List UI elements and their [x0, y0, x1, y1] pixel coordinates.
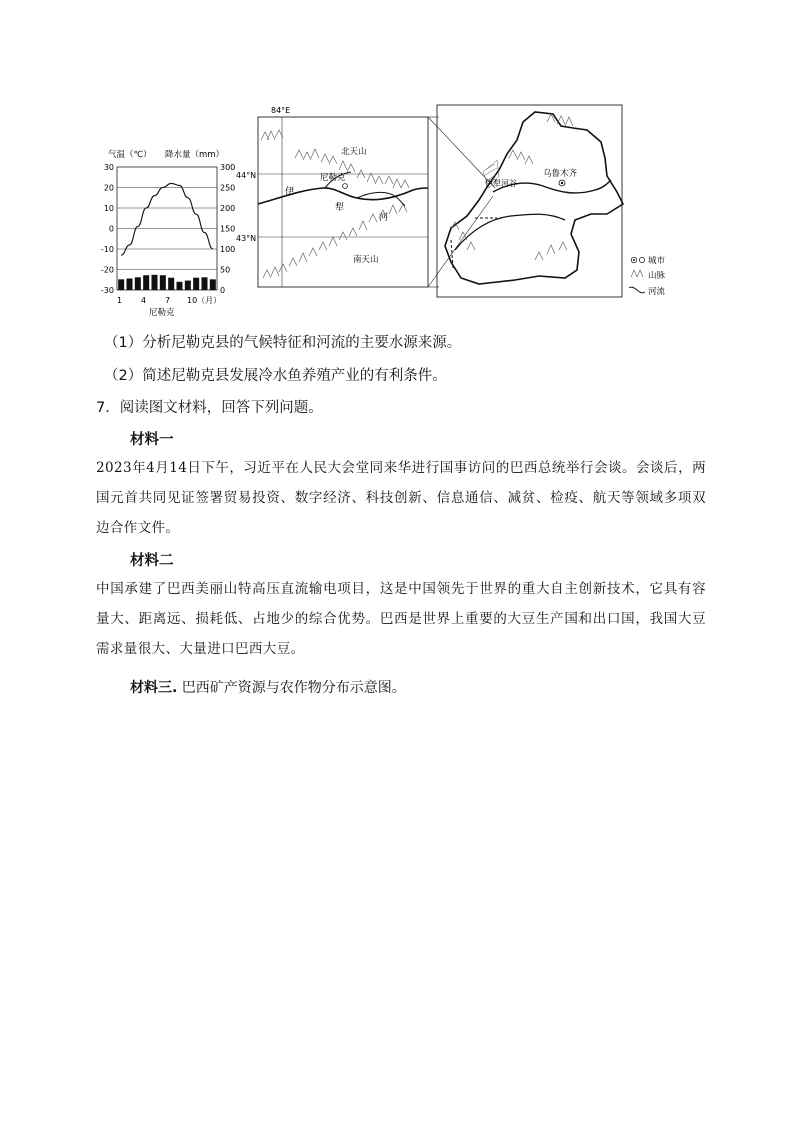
precip-axis-label: 降水量（mm） — [165, 150, 225, 160]
climate-chart — [101, 149, 235, 318]
precip-bar-1 — [118, 279, 124, 290]
precip-tick-label: 150 — [220, 224, 236, 234]
temp-axis-label: 气温（℃） — [108, 150, 152, 160]
legend — [629, 255, 666, 297]
lat44-label: 44°N — [236, 171, 257, 180]
river-char-3: 河 — [379, 213, 389, 223]
month-tick-10: 10（月） — [187, 296, 222, 305]
precip-tick-label: 50 — [220, 265, 231, 275]
station-label: 尼勒克 — [149, 308, 175, 318]
precip-bars — [118, 275, 216, 290]
urumqi-label: 乌鲁木齐 — [543, 169, 578, 179]
material-3-title: 材料三. — [130, 680, 178, 696]
connector-diag-bottom — [428, 196, 493, 287]
precip-ticks — [220, 163, 235, 295]
precip-tick-label: 100 — [220, 245, 236, 254]
precip-tick-label: 0 — [220, 286, 226, 295]
xinjiang-outline — [445, 112, 623, 284]
river-char-1: 伊 — [285, 187, 295, 197]
nileke-city-symbol — [343, 184, 348, 189]
precip-bar-6 — [160, 275, 166, 290]
meridian-label: 84°E — [271, 106, 291, 115]
figure-panel — [95, 100, 695, 320]
lat43-label: 43°N — [236, 234, 257, 243]
temp-tick-label: 0 — [108, 224, 114, 234]
material-1-title: 材料一 — [130, 432, 174, 448]
southern-boundary — [455, 214, 565, 250]
legend-city-label: 城市 — [648, 256, 666, 266]
precip-bar-10 — [193, 278, 199, 290]
yili-river — [258, 188, 428, 204]
precip-tick-label: 250 — [220, 183, 236, 193]
temp-tick-label: -30 — [100, 286, 114, 295]
precip-bar-2 — [127, 279, 133, 290]
question-2: （2）简述尼勒克县发展冷水鱼养殖产业的有利条件。 — [104, 368, 447, 384]
material-2-title: 材料二 — [130, 553, 174, 569]
temp-curve — [121, 183, 213, 255]
month-tick-4: 4 — [141, 296, 147, 305]
overview-map-frame — [437, 105, 622, 297]
precip-tick-label: 300 — [220, 163, 236, 172]
legend-mountain-symbol — [631, 270, 643, 277]
precip-bar-8 — [177, 282, 183, 290]
temp-tick-label: 10 — [103, 204, 114, 213]
material-2-text: 中国承建了巴西美丽山特高压直流输电项目，这是中国领先于世界的重大自主创新技术，它具有容量大、距离远、损耗低、占地少的综合优势。巴西是世界上重要的大豆生产国和出口国，我国大豆需求量很大、大量进口巴西大豆。 — [96, 581, 706, 657]
urumqi-symbol-inner — [561, 182, 563, 184]
temp-tick-label: 30 — [103, 163, 114, 172]
temp-tick-label: -20 — [100, 265, 114, 275]
question-1: （1）分析尼勒克县的气候特征和河流的主要水源来源。 — [104, 335, 462, 351]
temp-tick-label: 20 — [103, 183, 114, 193]
month-tick-1: 1 — [117, 296, 123, 305]
temp-tick-label: -10 — [100, 245, 114, 254]
precip-bar-12 — [210, 279, 216, 290]
precip-bar-5 — [152, 275, 158, 290]
yili-valley-label: 伊犁河谷 — [485, 179, 517, 188]
temp-ticks — [101, 163, 114, 295]
material-3-text: 巴西矿产资源与农作物分布示意图。 — [181, 680, 406, 696]
precip-bar-7 — [168, 278, 174, 290]
precip-tick-label: 200 — [220, 204, 236, 213]
detail-map — [236, 106, 428, 287]
material-3-line — [130, 677, 406, 697]
month-tick-7: 7 — [165, 296, 171, 305]
precip-bar-3 — [135, 277, 141, 290]
question-7-prompt: 7．阅读图文材料，回答下列问题。 — [96, 400, 323, 416]
south-tianshan-label: 南天山 — [353, 255, 379, 265]
nileke-label: 尼勒克 — [320, 173, 346, 183]
precip-bar-9 — [185, 281, 191, 290]
detail-map-frame — [258, 117, 428, 287]
precip-bar-4 — [143, 275, 149, 290]
legend-river-symbol — [629, 287, 645, 293]
legend-river-label: 河流 — [648, 287, 666, 297]
north-tianshan-label: 北天山 — [341, 147, 367, 157]
river-char-2: 犁 — [335, 203, 345, 213]
precip-bar-11 — [202, 277, 208, 290]
material-1-text: 2023年4月14日下午，习近平在人民大会堂同来华进行国事访问的巴西总统举行会谈。会谈后，两国元首共同见证签署贸易投资、数字经济、科技创新、信息通信、减贫、检疫、航天等领域多项双边合作文件。 — [96, 460, 706, 536]
legend-mountain-label: 山脉 — [648, 271, 666, 281]
overview-map — [437, 105, 623, 297]
